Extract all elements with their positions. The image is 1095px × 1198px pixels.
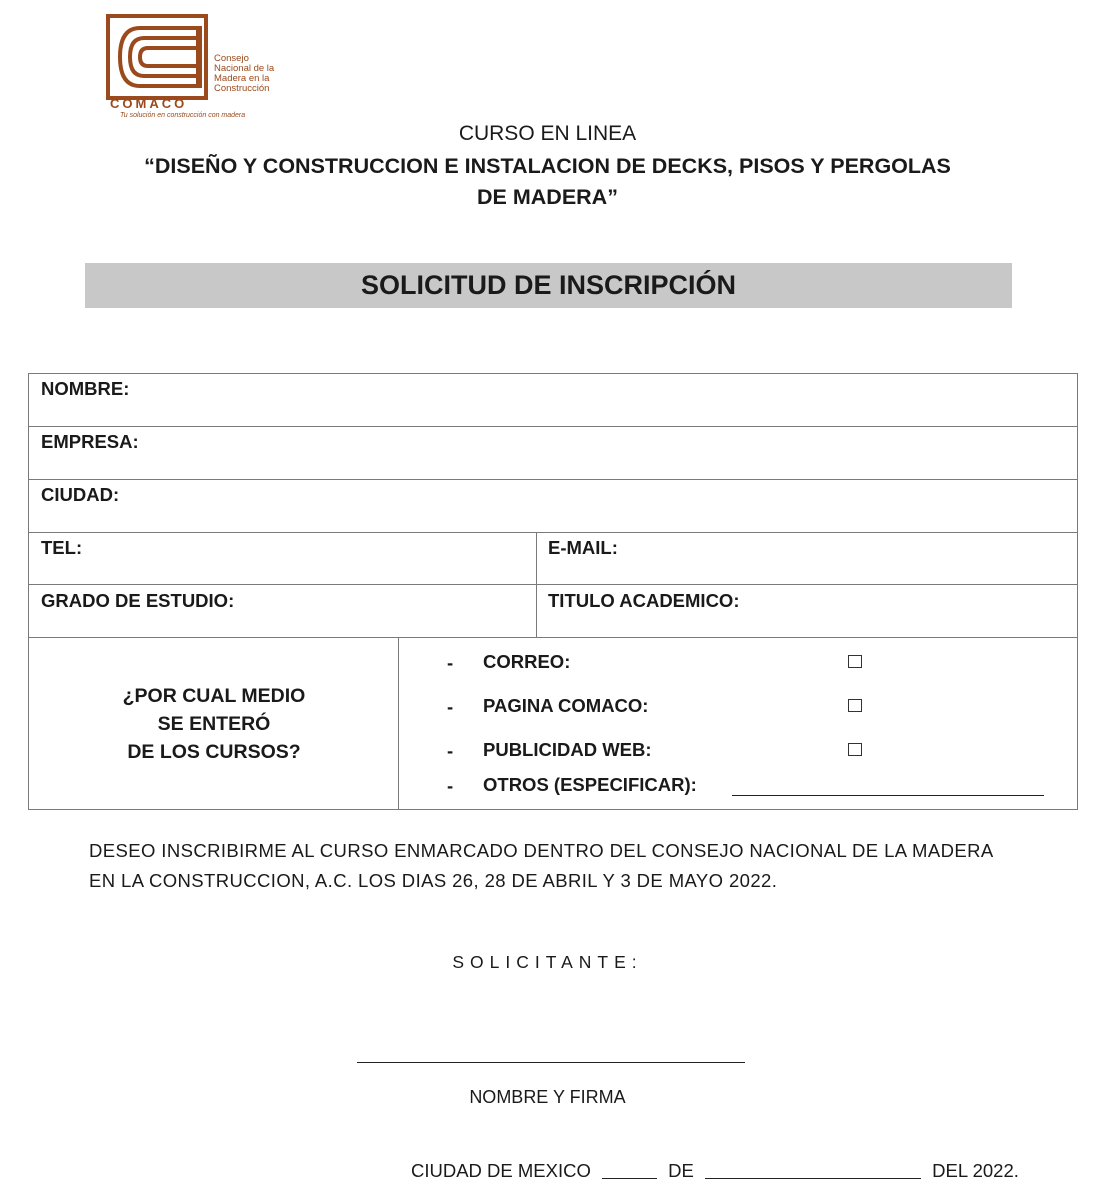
option-pagina-comaco-label: PAGINA COMACO: [483,695,649,716]
option-pagina-comaco-checkbox[interactable] [848,699,862,712]
option-publicidad-web-checkbox[interactable] [848,743,862,756]
row-divider [29,479,1077,480]
date-de-label: DE [668,1160,694,1181]
bullet: - [447,652,454,673]
declaration-text [89,836,1029,896]
empresa-field[interactable]: EMPRESA: [41,431,139,452]
date-line [411,1160,1019,1182]
nombre-field[interactable]: NOMBRE: [41,378,130,399]
option-otros-label: OTROS (ESPECIFICAR): [483,774,697,795]
date-city: CIUDAD DE MEXICO [411,1160,591,1181]
logo-org-line-4: Construcción [214,83,270,94]
course-title-line-2: DE MADERA” [477,185,618,209]
form-title-banner [85,263,1012,308]
row-divider [29,532,1077,533]
registration-form-table [28,373,1078,810]
grado-estudio-field[interactable]: GRADO DE ESTUDIO: [41,590,235,611]
medio-question [29,638,399,810]
signature-line[interactable] [357,1062,745,1063]
declaration-line-1: DESEO INSCRIBIRME AL CURSO ENMARCADO DENTRO DEL CONSEJO NACIONAL DE LA MADERA [89,840,994,861]
medio-question-line-3: DE LOS CURSOS? [127,741,301,763]
solicitante-label: SOLICITANTE: [452,952,643,972]
column-divider [536,532,537,637]
tel-field[interactable]: TEL: [41,537,83,558]
email-field[interactable]: E-MAIL: [548,537,618,558]
bullet: - [447,775,454,796]
declaration-line-2: EN LA CONSTRUCCION, A.C. LOS DIAS 26, 28 DE ABRIL Y 3 DE MAYO 2022. [89,870,778,891]
logo-org-line-1: Consejo [214,53,249,64]
form-title: SOLICITUD DE INSCRIPCIÓN [360,270,737,300]
row-divider [29,584,1077,585]
medio-question-line-1: ¿POR CUAL MEDIO [122,685,306,707]
row-divider [29,426,1077,427]
logo-tagline: Tu solución en construcción con madera [120,112,246,119]
option-correo-label: CORREO: [483,651,571,672]
course-label: CURSO EN LINEA [458,122,637,145]
comaco-logo-mark-icon [106,14,208,100]
medio-question-line-2: SE ENTERÓ [157,713,271,735]
course-title [0,151,1095,213]
bullet: - [447,740,454,761]
option-publicidad-web-label: PUBLICIDAD WEB: [483,739,652,760]
ciudad-field[interactable]: CIUDAD: [41,484,120,505]
date-day-field[interactable] [602,1178,657,1179]
course-title-line-1: “DISEÑO Y CONSTRUCCION E INSTALACION DE DECKS, PISOS Y PERGOLAS [144,154,951,178]
option-correo-checkbox[interactable] [848,655,862,668]
logo-org-line-2: Nacional de la [214,63,275,74]
nombre-firma-label: NOMBRE Y FIRMA [469,1087,626,1107]
otros-specify-field[interactable] [732,795,1044,796]
date-month-field[interactable] [705,1178,921,1179]
bullet: - [447,696,454,717]
comaco-logo [106,14,306,122]
logo-org-line-3: Madera en la [214,73,270,84]
titulo-academico-field[interactable]: TITULO ACADEMICO: [548,590,740,611]
logo-acronym: COMACO [110,96,188,111]
date-year-label: DEL 2022. [932,1160,1019,1181]
